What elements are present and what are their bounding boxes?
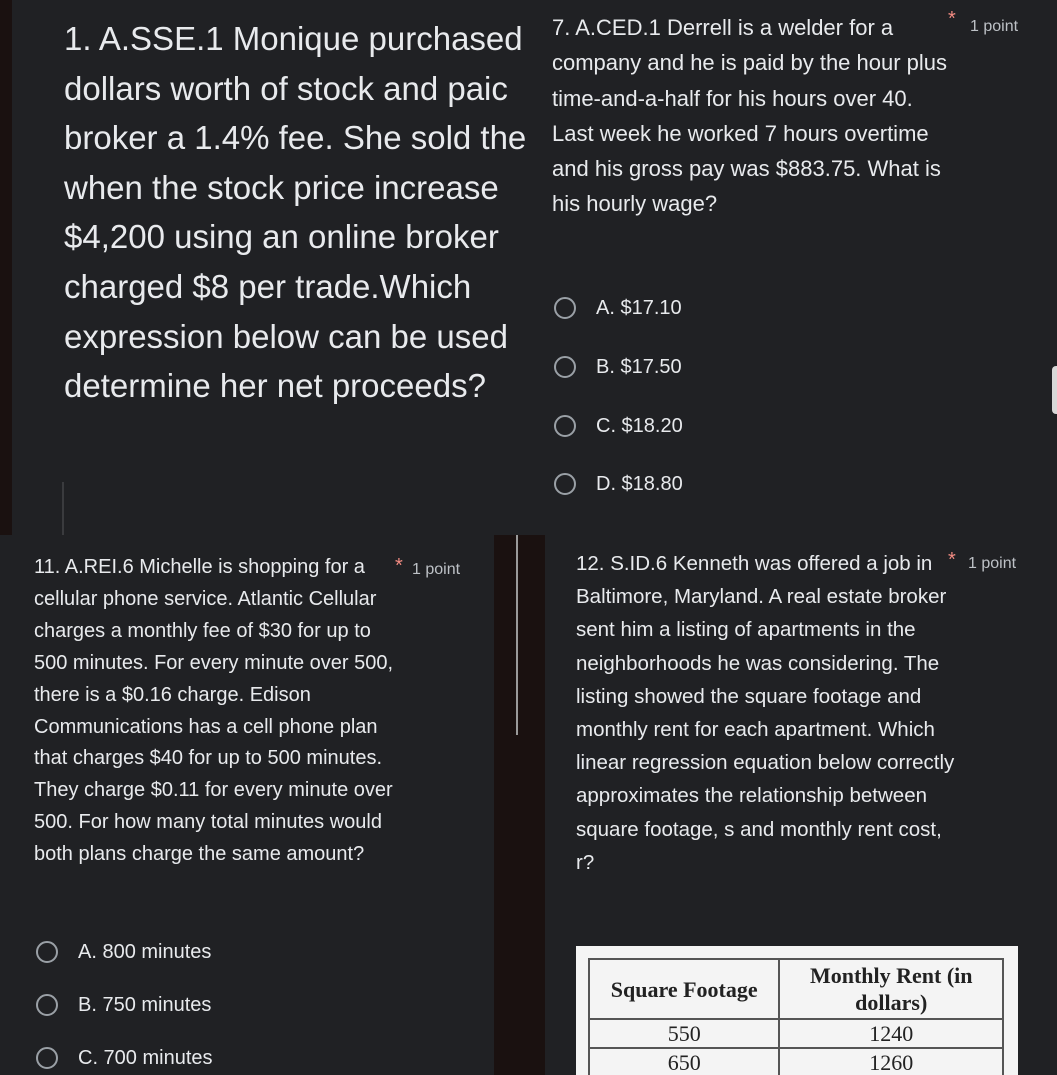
radio-icon[interactable] — [554, 415, 576, 437]
q1-line: 1. A.SSE.1 Monique purchased — [64, 20, 523, 57]
option-label: A. 800 minutes — [78, 940, 212, 963]
q1-line: determine her net proceeds? — [64, 367, 486, 405]
option-label: A. $17.10 — [596, 296, 682, 319]
option-d[interactable] — [554, 468, 683, 500]
option-c[interactable] — [554, 410, 683, 442]
question-card-7 — [528, 0, 1057, 535]
radio-icon[interactable] — [554, 297, 576, 319]
question-card-11 — [0, 535, 494, 1075]
q1-line: broker a 1.4% fee. She sold the — [64, 119, 527, 157]
option-b[interactable] — [36, 989, 211, 1021]
card-gap — [494, 535, 545, 1075]
divider — [62, 482, 64, 535]
question-card-12 — [545, 535, 1057, 1075]
option-label: C. $18.20 — [596, 414, 683, 437]
q1-line: when the stock price increase — [64, 168, 499, 206]
required-asterisk: * — [948, 8, 956, 30]
q1-line: dollars worth of stock and paic — [64, 69, 508, 107]
points-label: 1 point — [968, 555, 1017, 572]
radio-icon[interactable] — [554, 356, 576, 378]
question-card-1 — [12, 0, 528, 535]
option-a[interactable] — [36, 936, 211, 968]
question-11-text: 11. A.REI.6 Michelle is shopping for a cellular phone service. Atlantic Cellular charges a monthly fee of $30 for up to 500 minutes. For every minute over 500, there is a $0.16 charge. Edison Communications has a cell phone plan that charges $40 for up to 500 minutes. They charge $0.11 for every minute over 500. For how many total minutes would both plans charge the same amount? — [34, 556, 394, 866]
table-row — [589, 1019, 1003, 1048]
points-label: 1 point — [970, 18, 1019, 35]
rent-table-image — [576, 946, 1018, 1075]
scrollbar-handle[interactable] — [1052, 366, 1057, 414]
header-monthly-rent: Monthly Rent (in dollars) — [779, 959, 1003, 1019]
question-7-text: 7. A.CED.1 Derrell is a welder for a company and he is paid by the hour plus time-and-a-half for his hours over 40. Last week he worked 7 hours overtime and his gross pay was $883.75. What is his hourly wage? — [552, 15, 948, 217]
header-square-footage: Square Footage — [589, 959, 779, 1019]
divider — [516, 535, 518, 735]
table-cell: 650 — [589, 1048, 779, 1075]
question-1-text — [64, 14, 528, 411]
table-cell: 550 — [589, 1019, 779, 1048]
option-label: B. 750 minutes — [78, 993, 212, 1016]
option-label: C. 700 minutes — [78, 1046, 213, 1069]
radio-icon[interactable] — [36, 1047, 58, 1069]
option-label: D. $18.80 — [596, 472, 683, 495]
table-header-row — [589, 959, 1003, 1019]
required-asterisk: * — [395, 555, 403, 577]
rent-table — [588, 958, 1004, 1075]
option-c[interactable] — [36, 1042, 213, 1074]
radio-icon[interactable] — [36, 941, 58, 963]
option-label: B. $17.50 — [596, 355, 682, 378]
points-label: 1 point — [412, 561, 461, 578]
q1-line: $4,200 using an online broker — [64, 218, 499, 256]
option-b[interactable] — [554, 351, 682, 383]
table-cell: 1260 — [779, 1048, 1003, 1075]
q1-line: expression below can be used — [64, 317, 508, 355]
radio-icon[interactable] — [36, 994, 58, 1016]
table-cell: 1240 — [779, 1019, 1003, 1048]
radio-icon[interactable] — [554, 473, 576, 495]
table-row — [589, 1048, 1003, 1075]
option-a[interactable] — [554, 292, 682, 324]
question-12-text: 12. S.ID.6 Kenneth was offered a job in Baltimore, Maryland. A real estate broker sent him a listing of apartments in the neighborhoods he was considering. The listing showed the square footage and monthly rent for each apartment. Which linear regression equation below correctly approximates the relationship between square footage, s and monthly rent cost, r? — [576, 552, 955, 874]
required-asterisk: * — [948, 549, 956, 571]
q1-line: charged $8 per trade.Which — [64, 267, 472, 305]
